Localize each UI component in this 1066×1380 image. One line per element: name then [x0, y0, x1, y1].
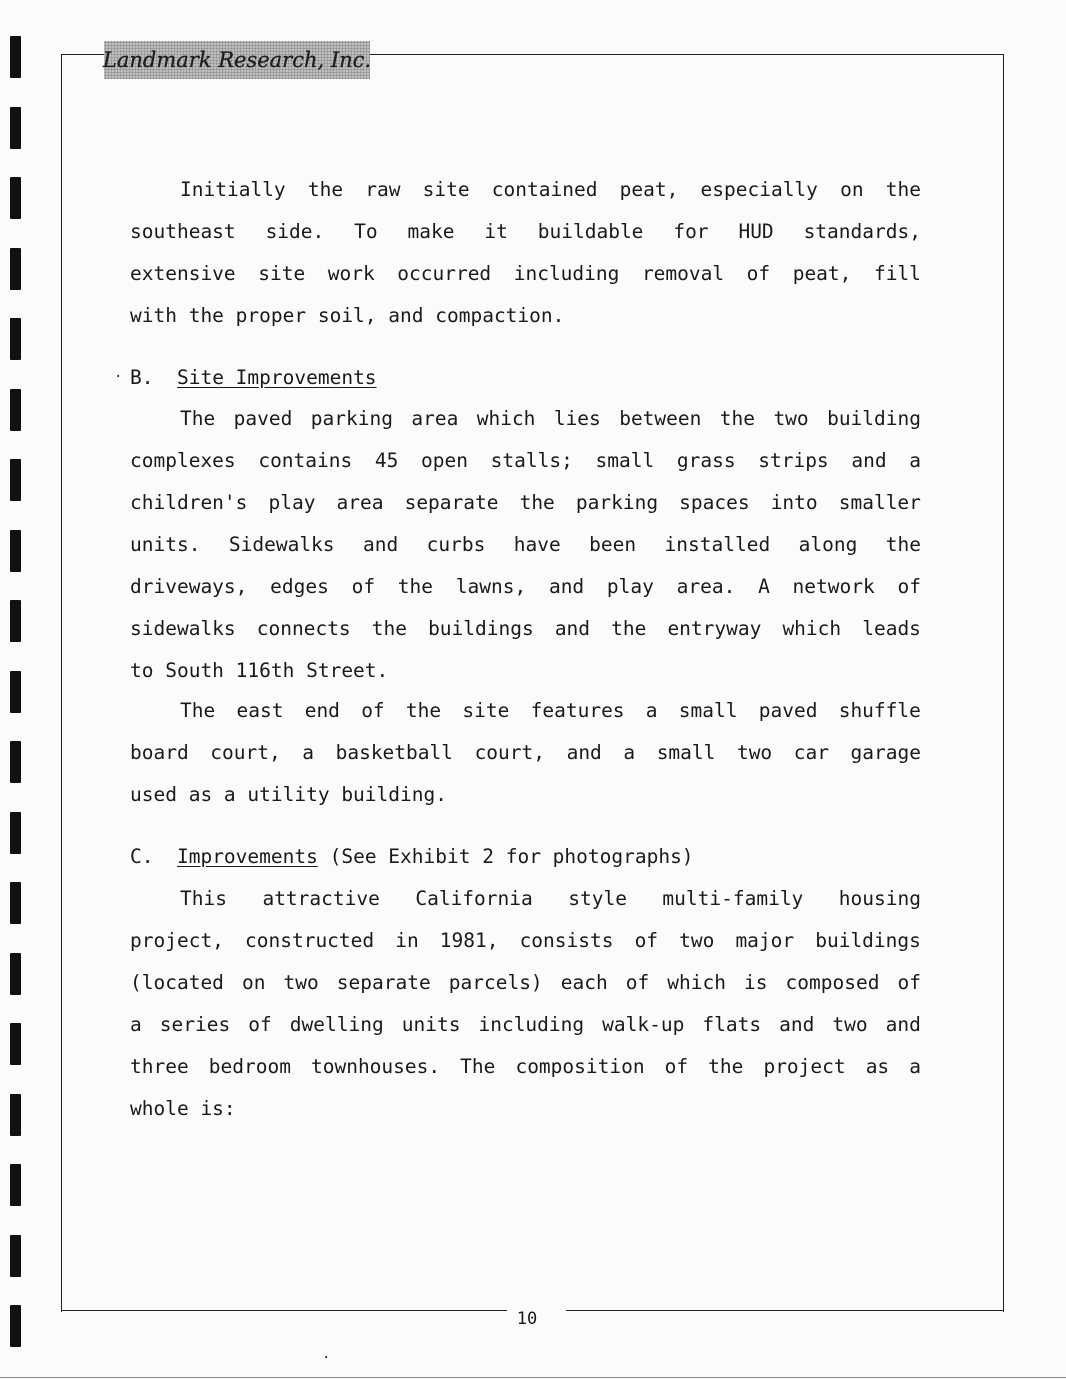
word: a — [909, 1055, 921, 1078]
word: and — [885, 1013, 921, 1036]
word: complexes — [130, 449, 236, 472]
word: units. — [130, 533, 201, 556]
binding-mark — [10, 953, 21, 995]
section-title: Site Improvements — [176, 366, 377, 389]
word: housing — [838, 887, 921, 910]
page-number: 10 — [516, 1309, 538, 1329]
binding-mark — [10, 1235, 21, 1277]
paragraph-site-prep — [130, 179, 921, 327]
word: 45 — [374, 449, 399, 472]
word: units — [401, 1013, 461, 1036]
word: on — [241, 971, 266, 994]
section-letter: B. — [130, 366, 154, 389]
word: make — [407, 220, 455, 243]
binding-mark — [10, 1305, 21, 1347]
word: site — [422, 178, 470, 201]
binding-mark — [10, 530, 21, 572]
word: a — [302, 741, 315, 764]
word: network — [792, 575, 875, 598]
section-note: (See Exhibit 2 for photographs) — [329, 845, 694, 868]
word: a — [645, 699, 658, 722]
text-line — [130, 179, 921, 201]
scan-speck: · — [322, 1350, 331, 1366]
word: multi-family — [662, 887, 804, 910]
binding-mark — [10, 107, 21, 149]
word: small — [656, 741, 716, 764]
word: a — [909, 449, 921, 472]
word: lawns, — [455, 575, 527, 598]
word: along — [798, 533, 858, 556]
word: smaller — [838, 491, 921, 514]
section-letter: C. — [130, 845, 154, 868]
word: parking — [310, 407, 393, 430]
word: entryway — [667, 617, 762, 640]
text-line — [130, 700, 921, 722]
word: sidewalks — [130, 617, 236, 640]
text-line — [130, 742, 921, 764]
word: and — [851, 449, 887, 472]
word: a — [623, 741, 636, 764]
page-border-bottom-left — [61, 1310, 507, 1311]
word: play — [606, 575, 654, 598]
word: The — [180, 407, 216, 430]
word: the — [885, 178, 921, 201]
word: southeast — [130, 220, 236, 243]
word: flats — [702, 1013, 762, 1036]
word: children's — [130, 491, 248, 514]
text-line: to South 116th Street. — [130, 659, 389, 682]
text-line — [130, 972, 921, 994]
word: car — [793, 741, 829, 764]
word: installed — [664, 533, 771, 556]
word: two — [283, 971, 319, 994]
binding-mark — [10, 600, 21, 642]
word: composition — [515, 1055, 645, 1078]
word: The — [180, 699, 216, 722]
word: on — [840, 178, 864, 201]
word: the — [405, 699, 442, 722]
binding-mark — [10, 318, 21, 360]
word: of — [351, 575, 376, 598]
word: of — [664, 1055, 689, 1078]
word: especially — [700, 178, 818, 201]
word: (located — [130, 971, 224, 994]
word: into — [770, 491, 818, 514]
word: area — [411, 407, 459, 430]
binding-mark — [10, 459, 21, 501]
binding-mark — [10, 1164, 21, 1206]
word: garage — [850, 741, 921, 764]
word: spaces — [679, 491, 750, 514]
word: the — [307, 178, 344, 201]
word: project — [763, 1055, 846, 1078]
word: basketball — [335, 741, 453, 764]
word: extensive — [130, 262, 236, 285]
word: small — [678, 699, 738, 722]
word: is — [744, 971, 768, 994]
text-line — [130, 221, 921, 243]
binding-mark — [10, 1023, 21, 1065]
word: which — [667, 971, 726, 994]
word: end — [304, 699, 340, 722]
binding-mark — [10, 36, 21, 78]
word: contained — [491, 178, 598, 201]
word: bedroom — [208, 1055, 291, 1078]
word: side. — [265, 220, 325, 243]
word: dwelling — [289, 1013, 384, 1036]
word: The — [460, 1055, 496, 1078]
word: buildable — [537, 220, 644, 243]
word: major — [735, 929, 795, 952]
word: leads — [862, 617, 921, 640]
word: of — [625, 971, 650, 994]
word: have — [513, 533, 561, 556]
text-line — [130, 450, 921, 472]
word: walk-up — [602, 1013, 685, 1036]
word: three — [130, 1055, 189, 1078]
binding-hole-marks — [10, 0, 22, 1380]
word: work — [327, 262, 375, 285]
word: two — [832, 1013, 868, 1036]
section-title: Improvements — [176, 845, 318, 868]
word: and — [554, 617, 591, 640]
word: of — [361, 699, 385, 722]
text-line — [130, 888, 921, 910]
text-line — [130, 534, 921, 556]
word: removal — [641, 262, 725, 285]
binding-mark — [10, 882, 21, 924]
word: the — [519, 491, 555, 514]
word: attractive — [262, 887, 380, 910]
word: raw — [365, 178, 401, 201]
word: building — [827, 407, 921, 430]
word: two — [736, 741, 773, 764]
word: of — [746, 262, 771, 285]
text-line — [130, 930, 921, 952]
word: play — [268, 491, 316, 514]
word: each — [560, 971, 608, 994]
word: stalls; — [490, 449, 573, 472]
word: HUD — [738, 220, 774, 243]
word: and — [779, 1013, 815, 1036]
scan-bottom-edge — [0, 1377, 1066, 1378]
word: been — [589, 533, 637, 556]
word: site — [258, 262, 306, 285]
word: including — [513, 262, 620, 285]
word: the — [371, 617, 407, 640]
binding-mark — [10, 671, 21, 713]
word: project, — [130, 929, 224, 952]
word: style — [568, 887, 627, 910]
word: as — [865, 1055, 890, 1078]
word: the — [708, 1055, 744, 1078]
word: and — [548, 575, 585, 598]
binding-mark — [10, 389, 21, 431]
word: area. — [676, 575, 736, 598]
word: standards, — [803, 220, 921, 243]
word: which — [782, 617, 842, 640]
word: open — [421, 449, 469, 472]
word: the — [885, 533, 921, 556]
word: a — [130, 1013, 142, 1036]
text-line — [130, 576, 921, 598]
word: the — [397, 575, 434, 598]
word: separate — [336, 971, 431, 994]
word: paved — [233, 407, 293, 430]
word: series — [159, 1013, 231, 1036]
word: contains — [258, 449, 353, 472]
word: small — [595, 449, 655, 472]
word: 1981, — [439, 929, 499, 952]
text-line: whole is: — [130, 1097, 236, 1120]
word: board — [130, 741, 189, 764]
word: buildings — [815, 929, 921, 952]
word: California — [415, 887, 533, 910]
binding-mark — [10, 1094, 21, 1136]
word: separate — [404, 491, 499, 514]
binding-mark — [10, 177, 21, 219]
word: parking — [575, 491, 659, 514]
word: two — [773, 407, 809, 430]
word: paved — [758, 699, 818, 722]
page-border-bottom-right — [566, 1310, 1003, 1311]
word: This — [180, 887, 227, 910]
text-line — [130, 408, 921, 430]
word: buildings — [428, 617, 534, 640]
binding-mark — [10, 812, 21, 854]
text-line: with the proper soil, and compaction. — [130, 304, 565, 327]
paragraph-improvements — [130, 888, 921, 1120]
word: parcels) — [448, 971, 543, 994]
word: consists — [519, 929, 614, 952]
text-line — [130, 492, 921, 514]
text-line — [130, 1056, 921, 1078]
word: fill — [873, 262, 921, 285]
paragraph-east-end — [130, 700, 921, 806]
text-line: used as a utility building. — [130, 783, 447, 806]
word: peat, — [792, 262, 852, 285]
word: driveways, — [130, 575, 248, 598]
word: of — [897, 575, 921, 598]
word: east — [236, 699, 284, 722]
word: area — [336, 491, 384, 514]
word: including — [478, 1013, 585, 1036]
text-line — [130, 263, 921, 285]
text-line — [130, 1014, 921, 1036]
word: for — [673, 220, 709, 243]
word: connects — [256, 617, 351, 640]
word: peat, — [619, 178, 679, 201]
word: and — [566, 741, 602, 764]
word: it — [484, 220, 508, 243]
word: occurred — [397, 262, 492, 285]
word: grass — [676, 449, 736, 472]
word: Sidewalks — [228, 533, 335, 556]
word: lies — [553, 407, 601, 430]
word: A — [758, 575, 770, 598]
word: court, — [210, 741, 281, 764]
word: of — [897, 971, 921, 994]
binding-mark — [10, 741, 21, 783]
word: composed — [785, 971, 880, 994]
binding-mark — [10, 248, 21, 290]
word: townhouses. — [310, 1055, 441, 1078]
word: and — [362, 533, 399, 556]
word: constructed — [245, 929, 375, 952]
word: the — [611, 617, 647, 640]
word: the — [719, 407, 756, 430]
word: site — [462, 699, 510, 722]
word: in — [395, 929, 419, 952]
margin-dot: · — [114, 369, 123, 385]
letterhead-logo — [104, 41, 370, 79]
paragraph-parking — [130, 408, 921, 682]
word: features — [530, 699, 625, 722]
text-line — [130, 618, 921, 640]
word: which — [476, 407, 536, 430]
word: curbs — [426, 533, 486, 556]
word: two — [679, 929, 715, 952]
word: To — [354, 220, 378, 243]
word: between — [619, 407, 702, 430]
word: of — [248, 1013, 272, 1036]
word: strips — [758, 449, 829, 472]
word: court, — [474, 741, 546, 764]
word: of — [634, 929, 659, 952]
section-c-heading — [130, 846, 921, 868]
word: Initially — [180, 178, 286, 201]
logo-script-text: Landmark Research, Inc. — [102, 48, 372, 72]
word: shuffle — [838, 699, 921, 722]
word: edges — [270, 575, 329, 598]
section-b-heading — [130, 367, 921, 389]
